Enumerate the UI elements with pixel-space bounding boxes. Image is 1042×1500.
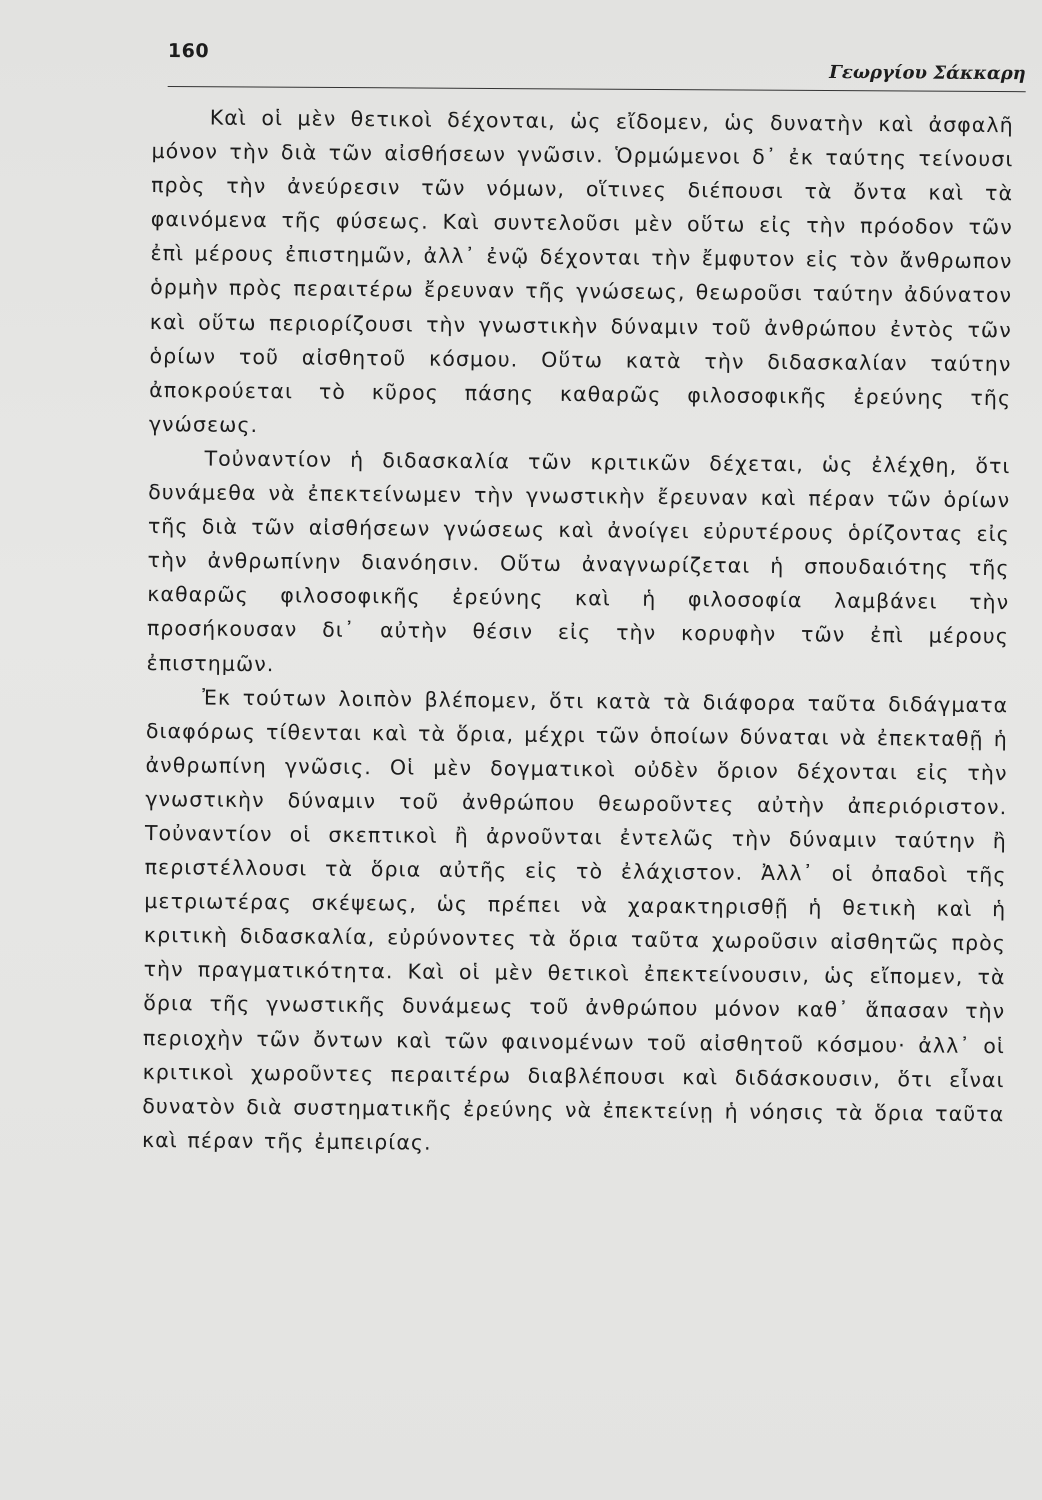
paragraph-2: Τοὐναντίον ἡ διδασκαλία τῶν κριτικῶν δέχεται, ὡς ἐλέχθη, ὅτι δυνάμεθα νὰ ἐπεκτείνωμεν τὴν γνωστικὴν ἔρευναν καὶ πέραν τῶν ὁρίων τῆς διὰ τῶν αἰσθήσεων γνώσεως καὶ ἀνοίγει εὐρυτέρους ὁρίζοντας εἰς τὴν ἀνθρωπίνην διανόησιν. Οὕτω ἀναγνωρίζεται ἡ σπουδαιότης τῆς καθαρῶς φιλοσοφικῆς ἐρεύνης καὶ ἡ φιλοσοφία λαμβάνει τὴν προσήκουσαν δι᾽ αὐτὴν θέσιν εἰς τὴν κορυφὴν τῶν ἐπὶ μέρους ἐπιστημῶν. [146, 446, 1011, 676]
paragraph-1: Καὶ οἱ μὲν θετικοὶ δέχονται, ὡς εἴδομεν, ὡς δυνατὴν καὶ ἀσφαλῆ μόνον τὴν διὰ τῶν αἰσθήσεων γνῶσιν. Ὁρμώμενοι δ᾽ ἐκ ταύτης τείνουσι πρὸς τὴν ἀνεύρεσιν τῶν νόμων, οἵτινες διέπουσι τὰ ὄντα καὶ τὰ φαινόμενα τῆς φύσεως. Καὶ συντελοῦσι μὲν οὕτω εἰς τὴν πρόοδον τῶν ἐπὶ μέρους ἐπιστημῶν, ἀλλ᾽ ἐνῷ δέχονται τὴν ἔμφυτον εἰς τὸν ἄνθρωπον ὁρμὴν πρὸς περαιτέρω ἔρευναν τῆς γνώσεως, θεωροῦσι ταύτην ἀδύνατον καὶ οὕτω περιορίζουσι τὴν γνωστικὴν δύναμιν τοῦ ἀνθρώπου ἐντὸς τῶν ὁρίων τοῦ αἰσθητοῦ κόσμου. Οὕτω κατὰ τὴν διδασκαλίαν ταύτην ἀποκρούεται τὸ κῦρος πάσης καθαρῶς φιλοσοφικῆς ἐρεύνης τῆς γνώσεως. [148, 105, 1014, 437]
page-header [168, 38, 1026, 92]
body-text [142, 100, 1014, 1165]
running-head-author: Γεωργίου Σάκκαρη [829, 62, 1026, 85]
paragraph-3: Ἐκ τούτων λοιπὸν βλέπομεν, ὅτι κατὰ τὰ διάφορα ταῦτα διδάγματα διαφόρως τίθενται καὶ τὰ ὅρια, μέχρι τῶν ὁποίων δύναται νὰ ἐπεκταθῇ ἡ ἀνθρωπίνη γνῶσις. Οἱ μὲν δογματικοὶ οὐδὲν ὅριον δέχονται εἰς τὴν γνωστικὴν δύναμιν τοῦ ἀνθρώπου θεωροῦντες αὐτὴν ἀπεριόριστον. Τοὐναντίον οἱ σκεπτικοὶ ἢ ἀρνοῦνται ἐντελῶς τὴν δύναμιν ταύτην ἢ περιστέλλουσι τὰ ὅρια αὐτῆς εἰς τὸ ἐλάχιστον. Ἀλλ᾽ οἱ ὀπαδοὶ τῆς μετριωτέρας σκέψεως, ὡς πρέπει νὰ χαρακτηρισθῇ ἡ θετικὴ καὶ ἡ κριτικὴ διδασκαλία, εὐρύνοντες τὰ ὅρια ταῦτα χωροῦσιν αἰσθητῶς πρὸς τὴν πραγματικότητα. Καὶ οἱ μὲν θετικοὶ ἐπεκτείνουσιν, ὡς εἴπομεν, τὰ ὅρια τῆς γνωστικῆς δυνάμεως τοῦ ἀνθρώπου μόνον καθ᾽ ἅπασαν τὴν περιοχὴν τῶν ὄντων καὶ τῶν φαινομένων τοῦ αἰσθητοῦ κόσμου· ἀλλ᾽ οἱ κριτικοὶ χωροῦντες περαιτέρω διαβλέπουσι καὶ διδάσκουσιν, ὅτι εἶναι δυνατὸν διὰ συστηματικῆς ἐρεύνης νὰ ἐπεκτείνῃ ἡ νόησις τὰ ὅρια ταῦτα καὶ πέραν τῆς ἐμπειρίας. [141, 685, 1009, 1155]
page-number: 160 [167, 39, 210, 63]
